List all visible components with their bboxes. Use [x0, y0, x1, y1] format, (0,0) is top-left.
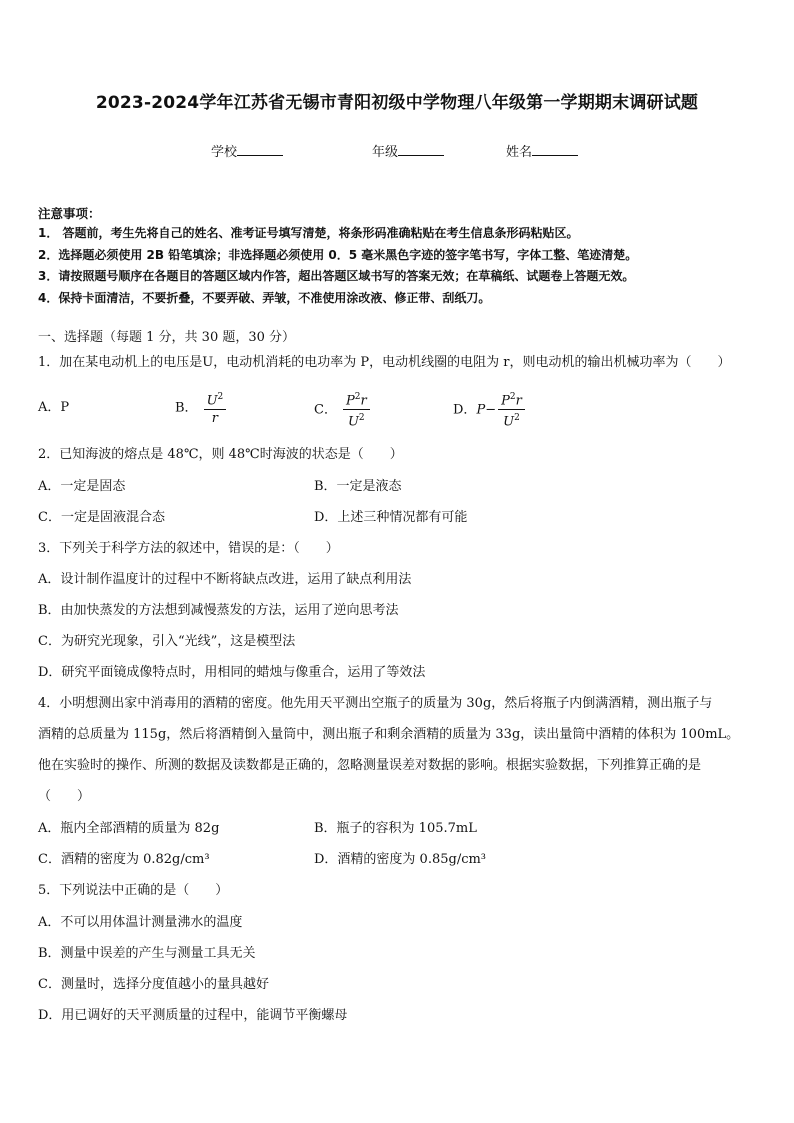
q4-option-c[interactable]: C．酒精的密度为 0.82g/cm³ — [38, 852, 210, 867]
q4-stem-line: （ ） — [38, 789, 91, 804]
q1-c-den: U — [347, 414, 359, 430]
q1-option-c[interactable] — [314, 389, 370, 431]
q1-option-a[interactable]: A．P — [38, 400, 70, 415]
grade-label: 年级 — [372, 145, 399, 160]
q4-option-d[interactable]: D．酒精的密度为 0.85g/cm³ — [314, 852, 487, 867]
question-5-stem: 5．下列说法中正确的是（ ） — [38, 883, 229, 898]
q2-option-c[interactable]: C．一定是固液混合态 — [38, 510, 165, 525]
question-4-stem — [38, 688, 768, 812]
grade-blank[interactable] — [398, 143, 444, 156]
q4-option-b[interactable]: B．瓶子的容积为 105.7mL — [314, 821, 477, 836]
q1-c-num-tail: r — [360, 393, 367, 409]
q1-option-d-prefix: D． — [453, 402, 477, 418]
q5-option-a[interactable]: A．不可以用体温计测量沸水的温度 — [38, 915, 243, 930]
q4-option-a[interactable]: A．瓶内全部酒精的质量为 82g — [38, 821, 220, 836]
q1-c-den-sup: 2 — [358, 413, 365, 424]
q4-stem-line: 酒精的总质量为 115g，然后将酒精倒入量筒中，测出瓶子和剩余酒精的质量为 33g，读出量筒中酒精的体积为 100mL。 — [38, 727, 740, 742]
q1-d-num-tail: r — [515, 393, 522, 409]
school-blank[interactable] — [237, 143, 283, 156]
name-field[interactable] — [506, 141, 578, 160]
q5-option-b[interactable]: B．测量中误差的产生与测量工具无关 — [38, 946, 256, 961]
q2-option-b[interactable]: B．一定是液态 — [314, 479, 402, 494]
q1-option-b-prefix: B． — [175, 400, 198, 416]
q1-option-d-fraction — [498, 389, 525, 431]
q1-option-c-fraction — [343, 389, 370, 431]
q4-stem-line: 他在实验时的操作、所测的数据及读数都是正确的，忽略测量误差对数据的影响。根据实验数据，下列推算正确的是 — [38, 758, 702, 773]
q1-b-num-sup: 2 — [217, 392, 224, 402]
q2-option-a[interactable]: A．一定是固态 — [38, 479, 126, 494]
notice-item: 2．选择题必须使用 2B 铅笔填涂；非选择题必须使用 0．5 毫米黑色字迹的签字笔书写，字体工整、笔迹清楚。 — [38, 247, 638, 262]
notice-heading: 注意事项： — [38, 206, 101, 221]
q1-b-den: r — [211, 411, 219, 427]
q1-d-minus: − — [485, 402, 497, 418]
notice-list — [38, 223, 768, 309]
notice-item: 3．请按照题号顺序在各题目的答题区域内作答，超出答题区域书写的答案无效；在草稿纸、试题卷上答题无效。 — [38, 269, 635, 283]
q4-stem-line: 4．小明想测出家中消毒用的酒精的密度。他先用天平测出空瓶子的质量为 30g，然后将瓶子内倒满酒精，测出瓶子与 — [38, 696, 713, 711]
question-3-stem: 3．下列关于科学方法的叙述中，错误的是：（ ） — [38, 541, 339, 556]
q3-option-a[interactable]: A．设计制作温度计的过程中不断将缺点改进，运用了缺点利用法 — [38, 572, 412, 587]
q5-option-c[interactable]: C．测量时，选择分度值越小的量具越好 — [38, 977, 269, 992]
notice-item: 4．保持卡面清洁，不要折叠，不要弄破、弄皱，不准使用涂改液、修正带、刮纸刀。 — [38, 290, 491, 305]
notice-item: 1． 答题前，考生先将自己的姓名、准考证号填写清楚，将条形码准确粘贴在考生信息条形码粘贴区。 — [38, 226, 579, 240]
school-field[interactable] — [211, 141, 283, 160]
q2-option-d[interactable]: D．上述三种情况都有可能 — [314, 510, 468, 525]
q5-option-d[interactable]: D．用已调好的天平测质量的过程中，能调节平衡螺母 — [38, 1008, 348, 1023]
name-blank[interactable] — [532, 143, 578, 156]
q3-option-c[interactable]: C．为研究光现象，引入“光线”，这是模型法 — [38, 634, 296, 649]
q1-d-lead: P — [476, 402, 486, 418]
page-title: 2023-2024学年江苏省无锡市青阳初级中学物理八年级第一学期期末调研试题 — [95, 93, 699, 113]
grade-field[interactable] — [372, 141, 444, 160]
q1-d-num: P — [501, 393, 510, 409]
name-label: 姓名 — [506, 145, 533, 160]
q3-option-d[interactable]: D．研究平面镜成像特点时，用相同的蜡烛与像重合，运用了等效法 — [38, 665, 426, 680]
question-1-stem: 1．加在某电动机上的电压是U，电动机消耗的电功率为 P，电动机线圈的电阻为 r，则电动机的输出机械功率为（ ） — [38, 355, 731, 370]
school-label: 学校 — [211, 145, 238, 160]
section-heading: 一、选择题（每题 1 分，共 30 题，30 分） — [38, 330, 296, 345]
q1-option-b[interactable] — [175, 389, 226, 427]
q1-c-num: P — [345, 393, 355, 409]
q3-option-b[interactable]: B．由加快蒸发的方法想到减慢蒸发的方法，运用了逆向思考法 — [38, 603, 399, 618]
q1-option-d[interactable] — [453, 389, 525, 431]
q1-option-b-fraction — [204, 389, 227, 427]
q1-c-num-sup: 2 — [354, 392, 361, 402]
question-2-stem: 2．已知海波的熔点是 48℃，则 48℃时海波的状态是（ ） — [38, 447, 403, 462]
q1-d-den-sup: 2 — [514, 413, 520, 424]
q1-d-den: U — [503, 414, 515, 430]
q1-b-num: U — [206, 393, 218, 409]
q1-d-num-sup: 2 — [509, 392, 516, 402]
q1-option-c-prefix: C． — [314, 402, 337, 418]
